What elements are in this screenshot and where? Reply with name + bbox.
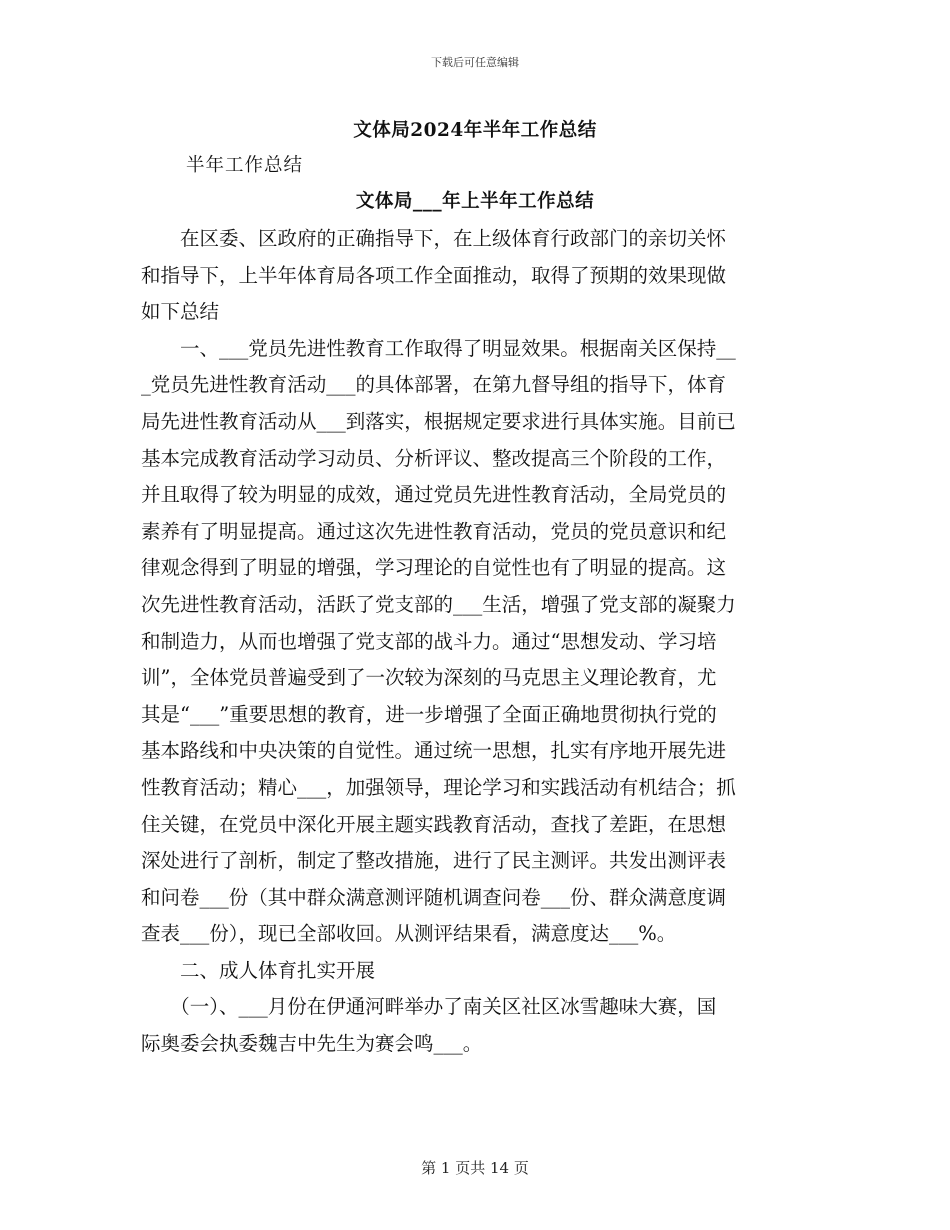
text-line: 查表___份），现已全部收回。从测评结果看，满意度达___%。 [141,922,677,946]
text-line: 在区委、区政府的正确指导下，在上级体育行政部门的亲切关怀 [141,227,727,250]
text-line: _党员先进性教育活动___的具体部署，在第九督导组的指导下，体育 [141,373,727,397]
text-line: 和制造力，从而也增强了党支部的战斗力。通过“思想发动、学习培 [141,629,717,653]
text-line: 际奥委会执委魏吉中先生为赛会鸣___。 [141,1032,483,1056]
body-text [141,221,809,1063]
page-footer: 第 1 页共 14 页 [421,1159,529,1177]
page-header-note: 下载后可任意编辑 [431,56,519,69]
text-line: 基本完成教育活动学习动员、分析评议、整改提高三个阶段的工作， [141,446,727,470]
text-line: 其是“___”重要思想的教育，进一步增强了全面正确地贯彻执行党的 [141,702,717,726]
text-line: 二、成人体育扎实开展 [141,958,376,982]
text-line: 如下总结 [141,300,220,324]
text-line: 训”，全体党员普遍受到了一次较为深刻的马克思主义理论教育，尤 [141,666,717,690]
text-line: （一）、___月份在伊通河畔举办了南关区社区冰雪趣味大赛，国 [141,995,717,1019]
text-line: 和指导下，上半年体育局各项工作全面推动，取得了预期的效果现做 [141,263,727,287]
text-line: 素养有了明显提高。通过这次先进性教育活动，党员的党员意识和纪 [141,519,727,543]
text-line: 次先进性教育活动，活跃了党支部的___生活，增强了党支部的凝聚力 [141,592,736,616]
text-line: 性教育活动；精心___，加强领导，理论学习和实践活动有机结合；抓 [141,775,736,799]
subheading: 半年工作总结 [186,155,304,176]
section-title: 文体局___年上半年工作总结 [355,191,595,212]
text-line: 并且取得了较为明显的成效，通过党员先进性教育活动，全局党员的 [141,483,727,507]
text-line: 和问卷___份（其中群众满意测评随机调查问卷___份、群众满意度调 [141,885,727,909]
text-line: 律观念得到了明显的增强，学习理论的自觉性也有了明显的提高。这 [141,556,727,580]
document-title: 文体局2024年半年工作总结 [353,120,597,141]
text-line: 一、___党员先进性教育工作取得了明显效果。根据南关区保持__ [141,336,736,360]
text-line: 深处进行了剖析，制定了整改措施，进行了民主测评。共发出测评表 [141,849,727,873]
text-line: 住关键，在党员中深化开展主题实践教育活动，查找了差距，在思想 [141,812,727,836]
text-line: 局先进性教育活动从___到落实，根据规定要求进行具体实施。目前已 [141,409,736,433]
text-line: 基本路线和中央决策的自觉性。通过统一思想，扎实有序地开展先进 [141,739,727,763]
